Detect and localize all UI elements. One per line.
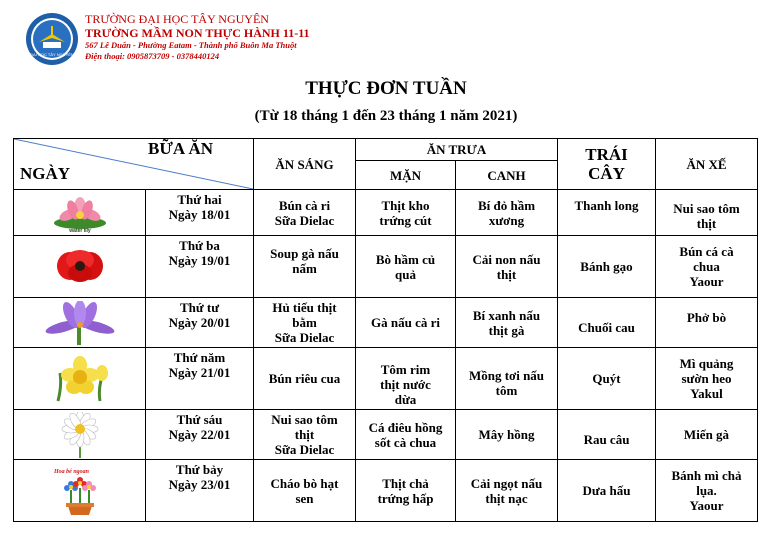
breakfast-cell xyxy=(254,410,356,460)
day-cell xyxy=(146,348,254,410)
date: Ngày 19/01 xyxy=(168,253,231,268)
fruit-cell xyxy=(558,410,656,460)
fruit-text: Quýt xyxy=(592,371,621,386)
savory-cell xyxy=(356,410,456,460)
breakfast-cell xyxy=(254,460,356,522)
weekday: Thứ bảy xyxy=(175,462,224,477)
potted-flowers-icon xyxy=(50,466,110,516)
savory-cell xyxy=(356,190,456,236)
breakfast-text: Hủ tiếu thịt bằm Sữa Dielac xyxy=(272,300,337,345)
flower-caption: Hoa bé ngoan xyxy=(53,468,89,475)
breakfast-cell xyxy=(254,298,356,348)
table-row xyxy=(14,190,758,236)
soup-text: Cải non nấu thịt xyxy=(472,251,541,282)
university-name: TRƯỜNG ĐẠI HỌC TÂY NGUYÊN xyxy=(85,12,269,26)
breakfast-header: ĂN SÁNG xyxy=(254,139,356,190)
breakfast-text: Cháo bò hạt sen xyxy=(270,475,339,506)
soup-text: Cải ngọt nấu thịt nạc xyxy=(470,475,543,506)
daisy-icon xyxy=(50,412,110,458)
daffodil-icon xyxy=(48,355,112,403)
lunch-soup-header: CANH xyxy=(456,161,558,190)
fruit-header xyxy=(558,139,656,190)
weekday: Thứ tư xyxy=(179,300,220,315)
flower-cell xyxy=(14,410,146,460)
day-cell xyxy=(146,410,254,460)
flower-cell xyxy=(14,348,146,410)
table-row xyxy=(14,460,758,522)
date: Ngày 21/01 xyxy=(168,365,231,380)
breakfast-cell xyxy=(254,236,356,298)
flower-cell xyxy=(14,236,146,298)
lunch-header: ĂN TRƯA xyxy=(356,139,558,161)
afternoon-cell xyxy=(656,190,758,236)
savory-text: Thịt kho trứng cút xyxy=(379,197,432,228)
meal-label: BỮA ĂN xyxy=(147,139,213,158)
soup-cell xyxy=(456,298,558,348)
fruit-cell xyxy=(558,348,656,410)
poppy-icon xyxy=(48,246,112,288)
weekday: Thứ năm xyxy=(173,350,226,365)
fruit-text: Rau câu xyxy=(583,432,630,447)
flower-caption: water lily xyxy=(68,227,91,233)
soup-cell xyxy=(456,460,558,522)
day-cell xyxy=(146,298,254,348)
logo-text: ĐẠI HỌC TÂY NGUYÊN xyxy=(30,52,74,57)
breakfast-cell xyxy=(254,190,356,236)
fruit-header-text: TRÁI CÂY xyxy=(585,145,628,183)
savory-text: Bò hầm củ quả xyxy=(375,251,436,282)
table-row xyxy=(14,236,758,298)
afternoon-text: Phở bò xyxy=(686,310,727,325)
soup-text: Bí xanh nấu thịt gà xyxy=(472,307,541,338)
breakfast-cell xyxy=(254,348,356,410)
breakfast-text: Bún cà ri Sữa Dielac xyxy=(274,197,335,228)
university-logo-icon xyxy=(25,12,79,66)
savory-cell xyxy=(356,460,456,522)
flower-cell xyxy=(14,460,146,522)
afternoon-header: ĂN XẾ xyxy=(656,139,758,190)
soup-cell xyxy=(456,190,558,236)
fruit-text: Thanh long xyxy=(574,198,639,213)
day-cell xyxy=(146,236,254,298)
table-row xyxy=(14,348,758,410)
fruit-text: Dưa hấu xyxy=(582,483,631,498)
breakfast-text: Nui sao tôm thịt Sữa Dielac xyxy=(271,412,338,457)
soup-text: Mồng tơi nấu tôm xyxy=(468,367,545,398)
fruit-cell xyxy=(558,460,656,522)
weekday: Thứ sáu xyxy=(176,412,223,427)
day-label: NGÀY xyxy=(20,164,71,183)
afternoon-text: Bánh mì chả lụa. Yaour xyxy=(671,468,742,513)
savory-text: Cá điêu hồng sốt cà chua xyxy=(368,419,443,450)
savory-text: Gà nấu cà ri xyxy=(371,315,440,330)
flower-cell xyxy=(14,298,146,348)
afternoon-text: Mì quảng sườn heo Yakul xyxy=(679,356,734,401)
savory-cell xyxy=(356,348,456,410)
afternoon-cell xyxy=(656,410,758,460)
school-phone: Điện thoại: 0905873709 - 0378440124 xyxy=(85,51,220,61)
date: Ngày 18/01 xyxy=(168,207,231,222)
afternoon-cell xyxy=(656,460,758,522)
lunch-savory-header: MẶN xyxy=(356,161,456,190)
fruit-cell xyxy=(558,298,656,348)
page-title: THỰC ĐƠN TUẦN xyxy=(305,78,467,99)
school-header xyxy=(25,10,345,70)
day-cell xyxy=(146,190,254,236)
date: Ngày 23/01 xyxy=(168,477,231,492)
date-range: (Từ 18 tháng 1 đến 23 tháng 1 năm 2021) xyxy=(254,108,518,124)
afternoon-cell xyxy=(656,236,758,298)
fruit-text: Chuối cau xyxy=(578,320,635,335)
fruit-cell xyxy=(558,190,656,236)
savory-text: Tôm rim thịt nước dừa xyxy=(380,362,431,407)
soup-text: Bí đỏ hầm xương xyxy=(477,197,536,228)
weekday: Thứ ba xyxy=(179,238,220,253)
afternoon-text: Nui sao tôm thịt xyxy=(673,200,740,231)
savory-cell xyxy=(356,236,456,298)
date: Ngày 22/01 xyxy=(168,427,231,442)
day-cell xyxy=(146,460,254,522)
water-lily-icon xyxy=(50,193,110,233)
savory-cell xyxy=(356,298,456,348)
afternoon-text: Miến gà xyxy=(683,427,730,442)
soup-cell xyxy=(456,410,558,460)
header-corner-cell xyxy=(14,139,254,190)
crocus-icon xyxy=(43,301,117,345)
table-row xyxy=(14,298,758,348)
soup-cell xyxy=(456,236,558,298)
soup-text: Mây hồng xyxy=(478,427,535,442)
flower-cell xyxy=(14,190,146,236)
school-address: 567 Lê Duẩn - Phường Eatam - Thành phố Buôn Ma Thuột xyxy=(85,40,297,50)
breakfast-text: Bún riêu cua xyxy=(268,371,341,386)
fruit-cell xyxy=(558,236,656,298)
breakfast-text: Soup gà nấu nấm xyxy=(270,245,339,276)
date: Ngày 20/01 xyxy=(168,315,231,330)
weekday: Thứ hai xyxy=(177,192,222,207)
afternoon-cell xyxy=(656,298,758,348)
afternoon-text: Bún cá cà chua Yaour xyxy=(679,244,734,289)
afternoon-cell xyxy=(656,348,758,410)
savory-text: Thịt chả trứng hấp xyxy=(377,475,434,506)
soup-cell xyxy=(456,348,558,410)
fruit-text: Bánh gạo xyxy=(580,259,633,274)
weekly-menu-table xyxy=(13,138,758,522)
table-row xyxy=(14,410,758,460)
school-name: TRƯỜNG MẦM NON THỰC HÀNH 11-11 xyxy=(85,26,310,40)
